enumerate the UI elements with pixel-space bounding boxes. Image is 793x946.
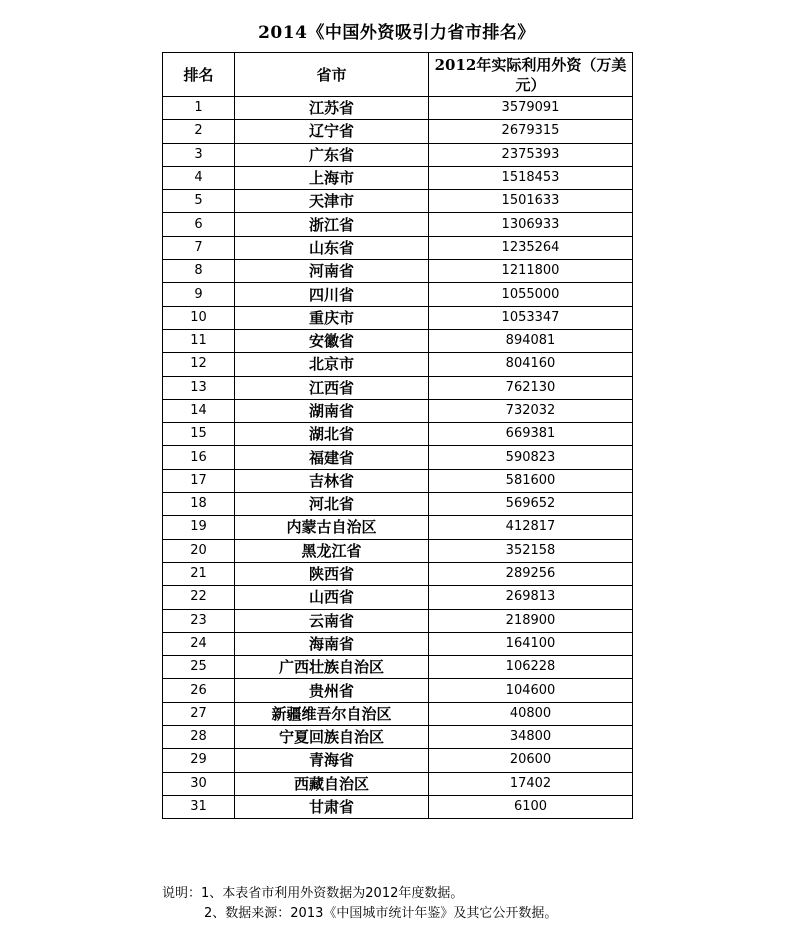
province-cell: 福建省	[235, 446, 429, 469]
table-row	[163, 283, 633, 306]
rank-cell: 25	[163, 656, 235, 679]
table-row	[163, 166, 633, 189]
table-row	[163, 679, 633, 702]
province-cell: 吉林省	[235, 469, 429, 492]
rank-cell: 27	[163, 702, 235, 725]
rank-cell: 30	[163, 772, 235, 795]
rank-cell: 21	[163, 562, 235, 585]
province-cell: 黑龙江省	[235, 539, 429, 562]
value-cell: 581600	[429, 469, 633, 492]
rank-cell: 31	[163, 795, 235, 818]
header-province: 省市	[235, 53, 429, 97]
table-row	[163, 539, 633, 562]
table-row	[163, 493, 633, 516]
table-row	[163, 469, 633, 492]
value-cell: 1518453	[429, 166, 633, 189]
value-cell: 732032	[429, 399, 633, 422]
province-cell: 天津市	[235, 190, 429, 213]
province-cell: 新疆维吾尔自治区	[235, 702, 429, 725]
table-row	[163, 562, 633, 585]
rank-cell: 7	[163, 236, 235, 259]
rank-cell: 10	[163, 306, 235, 329]
province-cell: 云南省	[235, 609, 429, 632]
rank-cell: 6	[163, 213, 235, 236]
rank-cell: 22	[163, 586, 235, 609]
rank-cell: 26	[163, 679, 235, 702]
table-row	[163, 586, 633, 609]
table-row	[163, 143, 633, 166]
table-row	[163, 749, 633, 772]
document-title: 2014《中国外资吸引力省市排名》	[258, 23, 535, 43]
province-cell: 贵州省	[235, 679, 429, 702]
table-row	[163, 726, 633, 749]
province-cell: 湖南省	[235, 399, 429, 422]
value-cell: 6100	[429, 795, 633, 818]
table-row	[163, 97, 633, 120]
province-cell: 河南省	[235, 260, 429, 283]
province-cell: 重庆市	[235, 306, 429, 329]
province-cell: 北京市	[235, 353, 429, 376]
value-cell: 1501633	[429, 190, 633, 213]
table-row	[163, 213, 633, 236]
value-cell: 218900	[429, 609, 633, 632]
table-row	[163, 306, 633, 329]
value-cell: 569652	[429, 493, 633, 516]
province-cell: 海南省	[235, 632, 429, 655]
province-cell: 江苏省	[235, 97, 429, 120]
province-cell: 陕西省	[235, 562, 429, 585]
table-row	[163, 190, 633, 213]
value-cell: 894081	[429, 329, 633, 352]
value-cell: 3579091	[429, 97, 633, 120]
value-cell: 412817	[429, 516, 633, 539]
value-cell: 590823	[429, 446, 633, 469]
table-header-row	[163, 53, 633, 97]
table-row	[163, 423, 633, 446]
value-cell: 1055000	[429, 283, 633, 306]
value-cell: 34800	[429, 726, 633, 749]
header-rank: 排名	[163, 53, 235, 97]
table-row	[163, 609, 633, 632]
rank-cell: 17	[163, 469, 235, 492]
value-cell: 289256	[429, 562, 633, 585]
rank-cell: 29	[163, 749, 235, 772]
value-cell: 17402	[429, 772, 633, 795]
table-row	[163, 656, 633, 679]
province-cell: 上海市	[235, 166, 429, 189]
rank-cell: 2	[163, 120, 235, 143]
table-row	[163, 260, 633, 283]
rank-cell: 28	[163, 726, 235, 749]
value-cell: 1306933	[429, 213, 633, 236]
rank-cell: 3	[163, 143, 235, 166]
table-body	[163, 97, 633, 819]
table-row	[163, 772, 633, 795]
province-cell: 辽宁省	[235, 120, 429, 143]
province-cell: 安徽省	[235, 329, 429, 352]
province-cell: 宁夏回族自治区	[235, 726, 429, 749]
rank-cell: 11	[163, 329, 235, 352]
table-row	[163, 632, 633, 655]
value-cell: 106228	[429, 656, 633, 679]
value-cell: 1211800	[429, 260, 633, 283]
rank-cell: 19	[163, 516, 235, 539]
table-row	[163, 516, 633, 539]
value-cell: 352158	[429, 539, 633, 562]
province-cell: 四川省	[235, 283, 429, 306]
province-cell: 青海省	[235, 749, 429, 772]
rank-cell: 15	[163, 423, 235, 446]
rank-cell: 20	[163, 539, 235, 562]
note-line-2	[162, 904, 557, 924]
value-cell: 269813	[429, 586, 633, 609]
value-cell: 762130	[429, 376, 633, 399]
rank-cell: 14	[163, 399, 235, 422]
province-cell: 江西省	[235, 376, 429, 399]
table-row	[163, 702, 633, 725]
value-cell: 2679315	[429, 120, 633, 143]
value-cell: 104600	[429, 679, 633, 702]
rank-cell: 4	[163, 166, 235, 189]
note-line-2-text: 2、数据来源：2013《中国城市统计年鉴》及其它公开数据。	[204, 906, 558, 921]
province-cell: 内蒙古自治区	[235, 516, 429, 539]
rank-cell: 1	[163, 97, 235, 120]
province-cell: 西藏自治区	[235, 772, 429, 795]
value-cell: 164100	[429, 632, 633, 655]
province-cell: 河北省	[235, 493, 429, 516]
value-cell: 804160	[429, 353, 633, 376]
table-row	[163, 120, 633, 143]
header-value: 2012年实际利用外资（万美元）	[429, 53, 633, 97]
province-cell: 广西壮族自治区	[235, 656, 429, 679]
table-row	[163, 446, 633, 469]
ranking-table	[162, 52, 633, 819]
province-cell: 甘肃省	[235, 795, 429, 818]
rank-cell: 18	[163, 493, 235, 516]
notes-section	[162, 884, 557, 924]
province-cell: 浙江省	[235, 213, 429, 236]
rank-cell: 13	[163, 376, 235, 399]
table-row	[163, 376, 633, 399]
table-row	[163, 329, 633, 352]
rank-cell: 8	[163, 260, 235, 283]
value-cell: 1235264	[429, 236, 633, 259]
province-cell: 山东省	[235, 236, 429, 259]
province-cell: 湖北省	[235, 423, 429, 446]
rank-cell: 9	[163, 283, 235, 306]
value-cell: 669381	[429, 423, 633, 446]
rank-cell: 16	[163, 446, 235, 469]
rank-cell: 23	[163, 609, 235, 632]
table-row	[163, 236, 633, 259]
value-cell: 1053347	[429, 306, 633, 329]
note-line-1: 说明：1、本表省市利用外资数据为2012年度数据。	[162, 886, 464, 901]
value-cell: 40800	[429, 702, 633, 725]
value-cell: 20600	[429, 749, 633, 772]
province-cell: 山西省	[235, 586, 429, 609]
rank-cell: 5	[163, 190, 235, 213]
table-row	[163, 353, 633, 376]
table-row	[163, 795, 633, 818]
rank-cell: 12	[163, 353, 235, 376]
table-row	[163, 399, 633, 422]
province-cell: 广东省	[235, 143, 429, 166]
rank-cell: 24	[163, 632, 235, 655]
value-cell: 2375393	[429, 143, 633, 166]
